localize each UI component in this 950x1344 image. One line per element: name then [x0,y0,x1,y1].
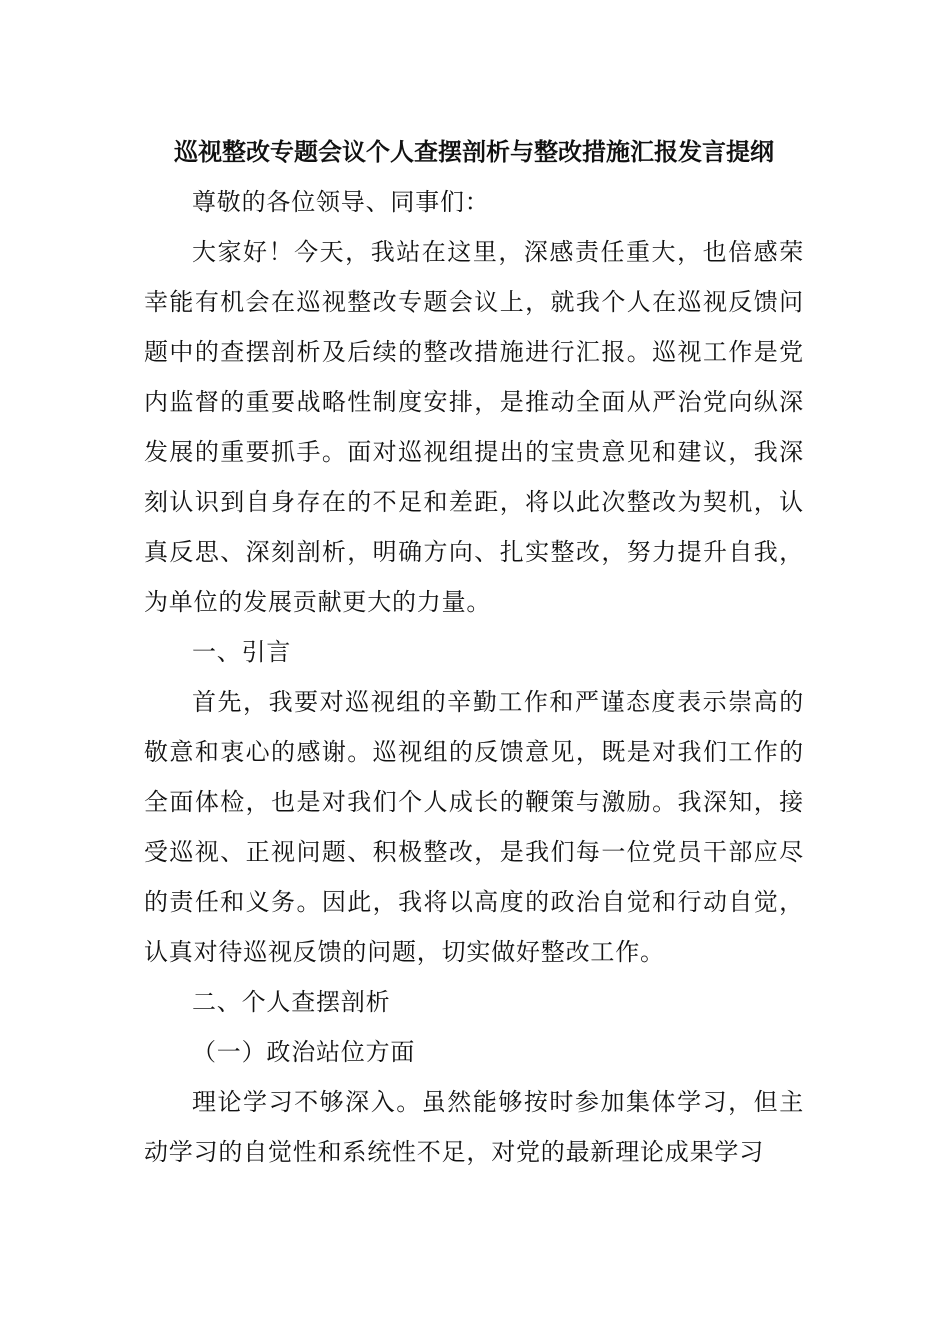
political-stance-paragraph: 理论学习不够深入。虽然能够按时参加集体学习，但主动学习的自觉性和系统性不足，对党的最新理论成果学习 [144,1088,804,1166]
document-body [144,127,804,1177]
introduction-paragraph: 首先，我要对巡视组的辛勤工作和严谨态度表示崇高的敬意和衷心的感谢。巡视组的反馈意见，既是对我们工作的全面体检，也是对我们个人成长的鞭策与激励。我深知，接受巡视、正视问题、积极整改，是我们每一位党员干部应尽的责任和义务。因此，我将以高度的政治自觉和行动自觉，认真对待巡视反馈的问题，切实做好整改工作。 [144,688,804,966]
section-heading-self-analysis: 二、个人查摆剖析 [192,988,391,1016]
salutation: 尊敬的各位领导、同事们： [192,188,490,216]
subsection-heading-political-stance: （一）政治站位方面 [192,1038,416,1066]
section-heading-introduction: 一、引言 [192,638,292,666]
intro-paragraph: 大家好！今天，我站在这里，深感责任重大，也倍感荣幸能有机会在巡视整改专题会议上，就我个人在巡视反馈问题中的查摆剖析及后续的整改措施进行汇报。巡视工作是党内监督的重要战略性制度安排，是推动全面从严治党向纵深发展的重要抓手。面对巡视组提出的宝贵意见和建议，我深刻认识到自身存在的不足和差距，将以此次整改为契机，认真反思、深刻剖析，明确方向、扎实整改，努力提升自我，为单位的发展贡献更大的力量。 [144,238,804,616]
document-title: 巡视整改专题会议个人查摆剖析与整改措施汇报发言提纲 [174,138,774,166]
